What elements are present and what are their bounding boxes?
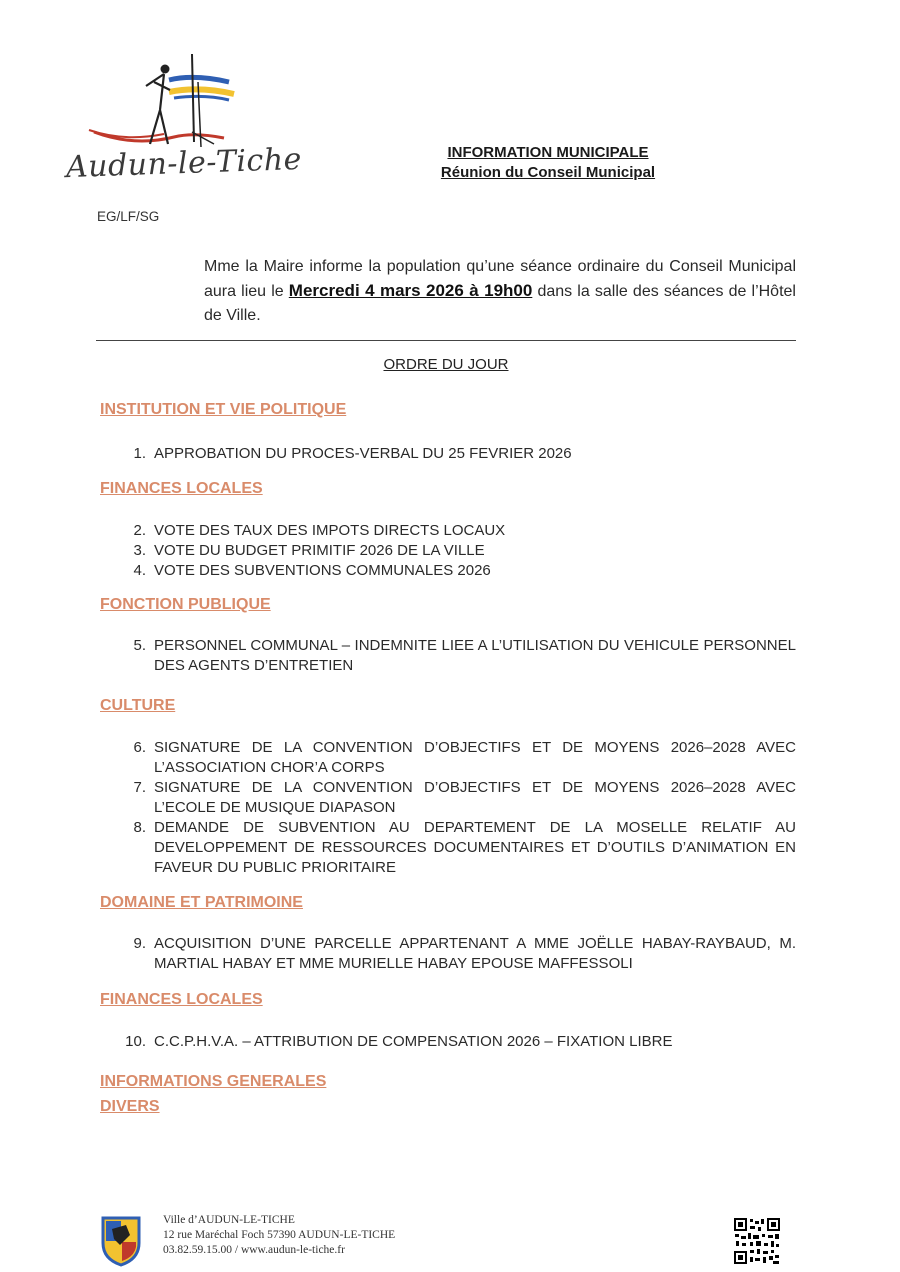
- page-subtitle: Réunion du Conseil Municipal: [440, 164, 656, 181]
- qr-code-icon: [733, 1217, 781, 1265]
- item-number: 1.: [133, 445, 146, 462]
- item-text: VOTE DES SUBVENTIONS COMMUNALES 2026: [154, 562, 491, 579]
- item-number: 6.: [133, 739, 146, 756]
- item-text: ACQUISITION D’UNE PARCELLE APPARTENANT A MME JOËLLE HABAY-RAYBAUD, M. MARTIAL HABAY ET MME MURIELLE HABAY EPOUSE MAFFESSOLI: [154, 935, 796, 972]
- section-heading: DOMAINE ET PATRIMOINE: [100, 894, 303, 911]
- agenda-title: ORDRE DU JOUR: [383, 356, 509, 373]
- meeting-date: Mercredi 4 mars 2026 à 19h00: [288, 281, 533, 300]
- item-text: SIGNATURE DE LA CONVENTION D’OBJECTIFS ET DE MOYENS 2026–2028 AVEC L’ECOLE DE MUSIQUE DIAPASON: [154, 779, 796, 816]
- intro-paragraph: [204, 255, 796, 328]
- item-number: 5.: [133, 637, 146, 654]
- footer-address: [163, 1213, 395, 1258]
- section-heading: FINANCES LOCALES: [100, 480, 263, 497]
- section-heading: FINANCES LOCALES: [100, 991, 263, 1008]
- item-number: 8.: [133, 819, 146, 836]
- item-number: 2.: [133, 522, 146, 539]
- footer-line: 12 rue Maréchal Foch 57390 AUDUN-LE-TICHE: [163, 1229, 396, 1241]
- reference-initials: EG/LF/SG: [97, 209, 160, 224]
- footer-line: Ville d’AUDUN-LE-TICHE: [163, 1214, 295, 1226]
- item-text: SIGNATURE DE LA CONVENTION D’OBJECTIFS ET DE MOYENS 2026–2028 AVEC L’ASSOCIATION CHOR’A CORPS: [154, 739, 796, 776]
- item-text: C.C.P.H.V.A. – ATTRIBUTION DE COMPENSATION 2026 – FIXATION LIBRE: [154, 1033, 673, 1050]
- coat-of-arms-icon: [100, 1215, 142, 1267]
- page-title: INFORMATION MUNICIPALE: [447, 144, 649, 161]
- section-heading: INSTITUTION ET VIE POLITIQUE: [100, 401, 347, 418]
- item-number: 9.: [133, 935, 146, 952]
- section-heading: INFORMATIONS GENERALES: [100, 1073, 327, 1090]
- item-text: DEMANDE DE SUBVENTION AU DEPARTEMENT DE LA MOSELLE RELATIF AU DEVELOPPEMENT DE RESSOURCES DOCUMENTAIRES ET D’OUTILS D’ANIMATION EN FAVEUR DU PUBLIC PRIORITAIRE: [154, 819, 796, 876]
- intro-text-after: dans la salle des séances de l’Hôtel de Ville.: [204, 283, 796, 324]
- section-heading: CULTURE: [100, 697, 176, 714]
- item-text: VOTE DU BUDGET PRIMITIF 2026 DE LA VILLE: [154, 542, 485, 559]
- section-heading: DIVERS: [100, 1098, 160, 1115]
- item-number: 10.: [125, 1033, 146, 1050]
- item-text: PERSONNEL COMMUNAL – INDEMNITE LIEE A L’UTILISATION DU VEHICULE PERSONNEL DES AGENTS D’ENTRETIEN: [154, 637, 796, 674]
- item-text: APPROBATION DU PROCES-VERBAL DU 25 FEVRIER 2026: [154, 445, 572, 462]
- footer-line: 03.82.59.15.00 / www.audun-le-tiche.fr: [163, 1244, 345, 1256]
- item-text: VOTE DES TAUX DES IMPOTS DIRECTS LOCAUX: [154, 522, 506, 539]
- item-number: 4.: [133, 562, 146, 579]
- intro-text-before: Mme la Maire informe la population qu’une séance ordinaire du Conseil Municipal aura lieu le: [204, 258, 796, 300]
- logo-text: Audun-le-Tiche: [65, 141, 303, 186]
- divider: [96, 340, 796, 341]
- section-heading: FONCTION PUBLIQUE: [100, 596, 271, 613]
- item-number: 7.: [133, 779, 146, 796]
- item-number: 3.: [133, 542, 146, 559]
